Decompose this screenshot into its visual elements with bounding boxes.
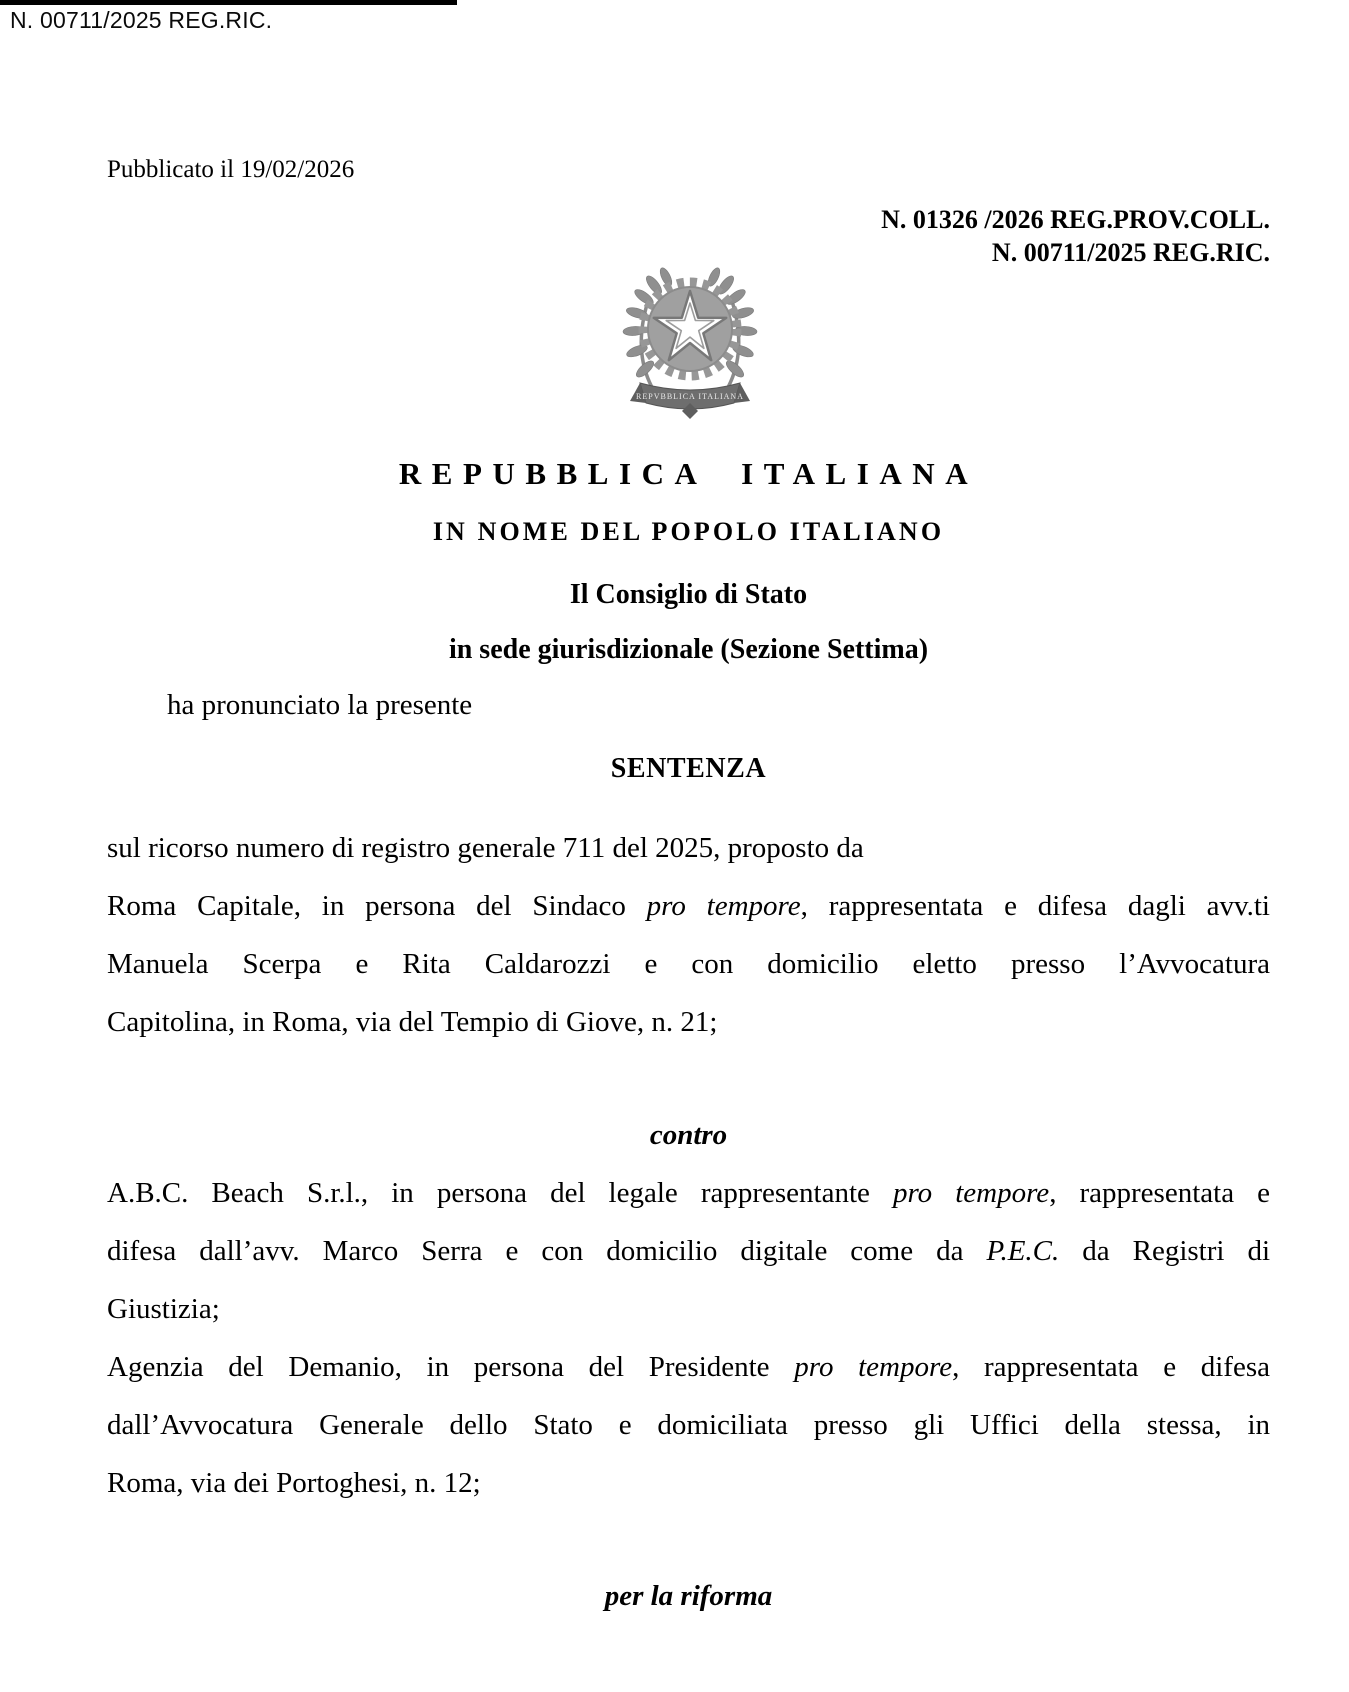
pronounce-line: ha pronunciato la presente (167, 689, 473, 721)
text-segment-italic: pro tempore (892, 1177, 1050, 1209)
text-segment: difesa dall’avv. Marco Serra e con domicilio digitale come da (107, 1235, 987, 1267)
text-segment: da Registri di (1059, 1235, 1270, 1267)
text-line: dall’Avvocatura Generale dello Stato e domiciliata presso gli Uffici della stessa, in (107, 1409, 1270, 1441)
text-line: Roma, via dei Portoghesi, n. 12; (107, 1467, 481, 1499)
corner-registry-reference: N. 00711/2025 REG.RIC. (10, 7, 273, 33)
italian-republic-emblem-icon (620, 263, 760, 421)
text-line: Manuela Scerpa e Rita Caldarozzi e con domicilio eletto presso l’Avvocatura (107, 948, 1270, 980)
heading-per-la-riforma: per la riforma (604, 1580, 773, 1612)
text-line (107, 877, 1270, 935)
paragraph-ricorso: sul ricorso numero di registro generale 711 del 2025, proposto da (107, 832, 864, 864)
text-segment-italic: pro tempore (646, 890, 801, 922)
title-repubblica-italiana: REPUBBLICA ITALIANA (398, 456, 979, 491)
publication-date: Pubblicato il 19/02/2026 (107, 156, 355, 183)
emblem-ribbon-text: REPVBBLICA ITALIANA (636, 392, 744, 401)
text-segment: Agenzia del Demanio, in persona del Presidente (107, 1351, 795, 1383)
reg-ric-number: N. 00711/2025 REG.RIC. (991, 238, 1270, 267)
reg-prov-coll-number: N. 01326 /2026 REG.PROV.COLL. (881, 205, 1270, 234)
text-segment-italic: P.E.C. (986, 1235, 1060, 1267)
title-sezione: in sede giurisdizionale (Sezione Settima) (448, 634, 929, 665)
text-segment: Roma Capitale, in persona del Sindaco (107, 890, 647, 922)
text-segment: , rappresentata e (1049, 1177, 1270, 1209)
text-line: Capitolina, in Roma, via del Tempio di Giove, n. 21; (107, 1006, 718, 1038)
heading-contro: contro (649, 1119, 728, 1151)
paragraph-roma-capitale (107, 877, 1270, 1051)
text-segment-italic: pro tempore (794, 1351, 953, 1383)
text-line (107, 1222, 1270, 1280)
title-in-nome-del-popolo: IN NOME DEL POPOLO ITALIANO (432, 517, 945, 546)
text-segment: , rappresentata e difesa (952, 1351, 1270, 1383)
title-consiglio-di-stato: Il Consiglio di Stato (569, 579, 808, 610)
text-line (107, 1164, 1270, 1222)
title-sentenza: SENTENZA (610, 753, 767, 784)
paragraph-abc-beach (107, 1164, 1270, 1338)
registry-numbers (881, 203, 1270, 269)
paragraph-agenzia-demanio (107, 1338, 1270, 1512)
emblem-ribbon (630, 383, 750, 419)
text-segment: , rappresentata e difesa dagli avv.ti (800, 890, 1270, 922)
clipped-text-artifact (0, 0, 457, 5)
text-line: Giustizia; (107, 1293, 220, 1325)
judgment-body (107, 819, 1270, 1625)
text-line (107, 1338, 1270, 1396)
text-segment: A.B.C. Beach S.r.l., in persona del legale rappresentante (107, 1177, 893, 1209)
